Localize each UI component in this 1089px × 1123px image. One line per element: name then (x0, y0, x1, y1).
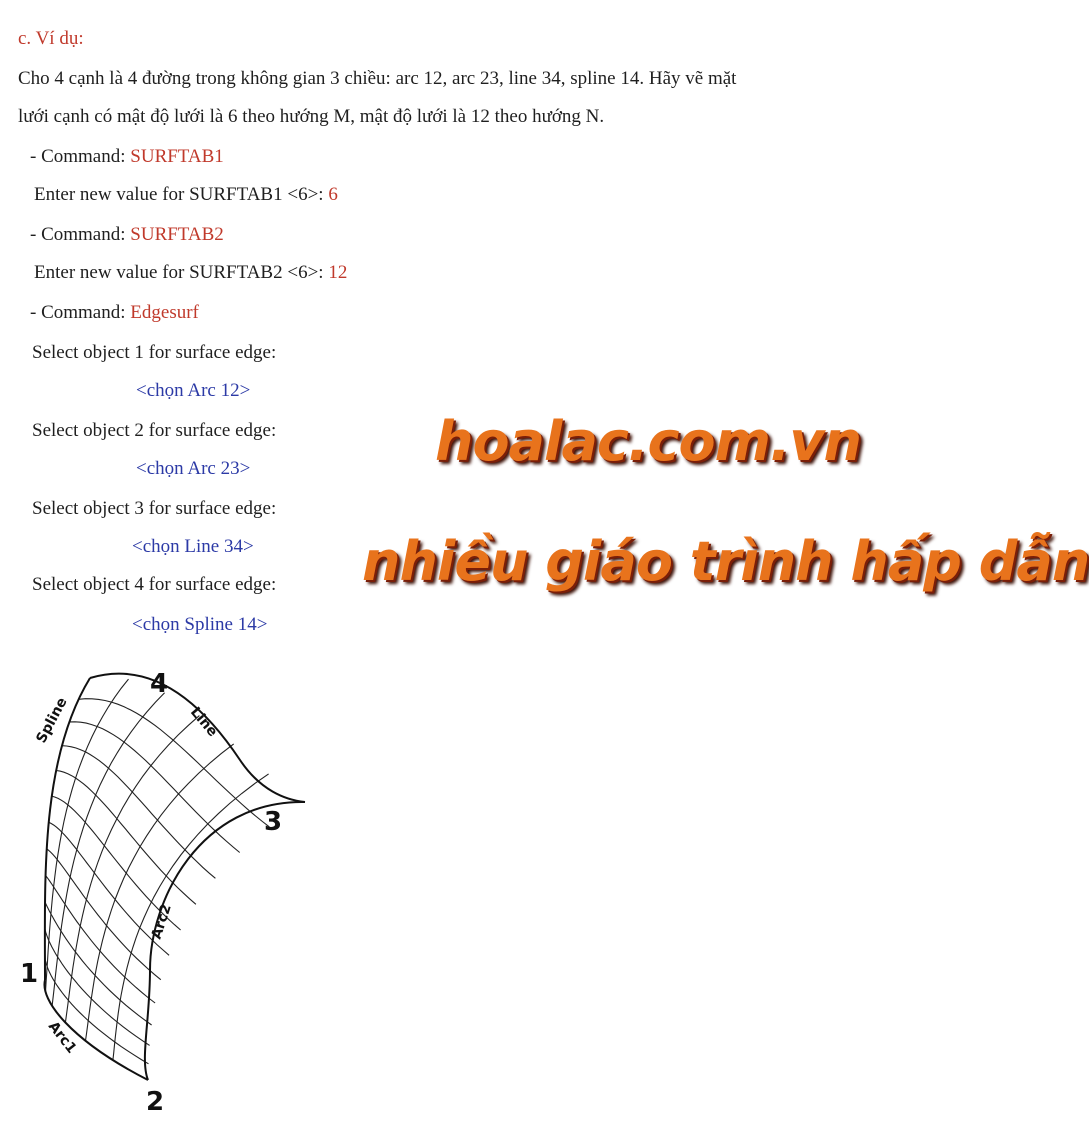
select-prompt-2: Select object 2 for surface edge: (32, 420, 277, 441)
boundary-edges (44, 674, 305, 1080)
edge-label-arc1: Arc1 (44, 1018, 80, 1057)
mesh-line-n (62, 746, 216, 879)
prompt-surftab2 (34, 262, 347, 284)
command-surftab2 (30, 224, 224, 246)
surface-mesh (45, 679, 270, 1064)
intro-line-1: Cho 4 cạnh là 4 đường trong không gian 3 chiều: arc 12, arc 23, line 34, spline 14. Hãy vẽ mặt (18, 68, 737, 89)
command-surftab1 (30, 146, 224, 168)
command-value: SURFTAB1 (130, 146, 224, 167)
select-prompt-4: Select object 4 for surface edge: (32, 574, 277, 595)
command-prefix: - Command: (30, 146, 131, 167)
edge-line (90, 674, 305, 802)
select-prompt-1: Select object 1 for surface edge: (32, 342, 277, 363)
command-edgesurf (30, 302, 199, 324)
mesh-line-m (52, 693, 165, 1006)
command-prefix: - Command: (30, 224, 131, 245)
mesh-line-n (46, 876, 156, 1004)
edge-label-line: Line (186, 704, 221, 740)
select-choice-2: <chọn Arc 23> (136, 458, 251, 479)
corner-label-2: 2 (146, 1087, 165, 1117)
edge-label-spline: Spline (33, 694, 71, 746)
select-choice-3: <chọn Line 34> (132, 536, 254, 557)
prompt-surftab1 (34, 184, 338, 206)
watermark-line-1: hoalac.com.vn (435, 410, 861, 473)
command-value: Edgesurf (130, 302, 199, 323)
mesh-line-m (113, 774, 269, 1060)
mesh-line-m (86, 744, 234, 1041)
prompt-value: 6 (328, 184, 338, 205)
corner-label-1: 1 (20, 959, 39, 989)
prompt-text: Enter new value for SURFTAB1 <6>: (34, 184, 329, 205)
select-choice-1: <chọn Arc 12> (136, 380, 251, 401)
intro-line-2: lưới cạnh có mật độ lưới là 6 theo hướng M, mật độ lưới là 12 theo hướng N. (18, 106, 605, 127)
select-prompt-3: Select object 3 for surface edge: (32, 498, 277, 519)
edge-surface-figure (0, 640, 320, 1120)
select-choice-4: <chọn Spline 14> (132, 614, 268, 635)
command-prefix: - Command: (30, 302, 131, 323)
prompt-value: 12 (328, 262, 348, 283)
mesh-line-n (45, 902, 152, 1025)
edge-label-arc2: Arc2 (148, 902, 175, 942)
mesh-line-m (65, 716, 199, 1023)
command-value: SURFTAB2 (130, 224, 224, 245)
corner-label-3: 3 (264, 807, 283, 837)
corner-label-4: 4 (150, 669, 169, 699)
edge-arc2 (145, 802, 305, 1080)
watermark-line-2: nhiều giáo trình hấp dẫn (362, 530, 1089, 593)
section-heading: c. Ví dụ: (18, 28, 84, 49)
prompt-text: Enter new value for SURFTAB2 <6>: (34, 262, 329, 283)
